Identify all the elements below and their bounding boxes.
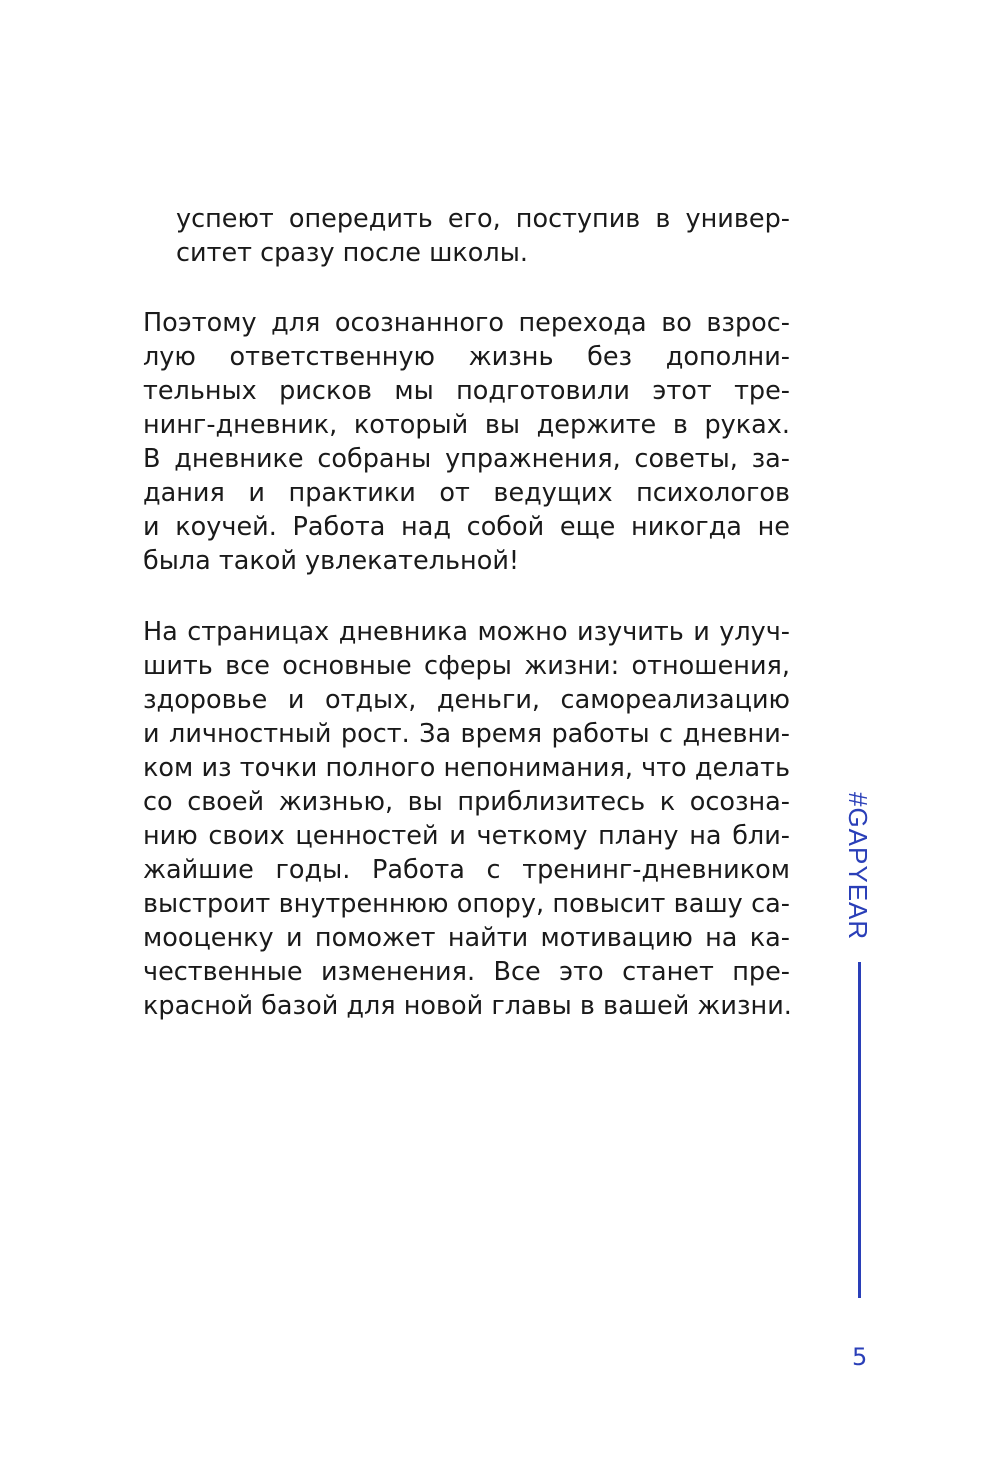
text-line: жайшие годы. Работа с тренинг-дневником	[143, 855, 790, 885]
text-line: На страницах дневника можно изучить и улуч-	[143, 617, 790, 647]
text-line: В дневнике собраны упражнения, советы, за-	[143, 444, 790, 474]
text-line: здоровье и отдых, деньги, самореализацию	[143, 685, 790, 715]
text-line: и коучей. Работа над собой еще никогда не	[143, 512, 790, 542]
text-line: успеют опередить его, поступив в универ-	[176, 204, 790, 234]
paragraph-life-spheres	[143, 615, 790, 1023]
paragraph-continuation	[176, 202, 790, 270]
text-line: нинг-дневник, который вы держите в руках.	[143, 410, 790, 440]
text-line: чественные изменения. Все это станет пре-	[143, 957, 790, 987]
text-line: дания и практики от ведущих психологов	[143, 478, 790, 508]
text-line: нию своих ценностей и четкому плану на бли-	[143, 821, 790, 851]
gapyear-side-tag: #GAPYEAR	[843, 792, 873, 941]
text-line: мооценку и поможет найти мотивацию на ка-	[143, 923, 790, 953]
text-line: красной базой для новой главы в вашей жизни.	[143, 991, 792, 1021]
page-number: 5	[852, 1343, 868, 1371]
paragraph-training-diary	[143, 306, 790, 578]
text-line: была такой увлекательной!	[143, 546, 520, 576]
text-line: шить все основные сферы жизни: отношения,	[143, 651, 790, 681]
text-line: ком из точки полного непонимания, что делать	[143, 753, 790, 783]
text-line: тельных рисков мы подготовили этот тре-	[143, 376, 790, 406]
text-line: и личностный рост. За время работы с дневни-	[143, 719, 790, 749]
text-line: со своей жизнью, вы приблизитесь к осозна-	[143, 787, 790, 817]
text-line: выстроит внутреннюю опору, повысит вашу са-	[143, 889, 790, 919]
text-line: ситет сразу после школы.	[176, 238, 528, 268]
text-line: лую ответственную жизнь без дополни-	[143, 342, 790, 372]
side-vertical-rule	[858, 962, 861, 1298]
text-line: Поэтому для осознанного перехода во взрос-	[143, 308, 790, 338]
